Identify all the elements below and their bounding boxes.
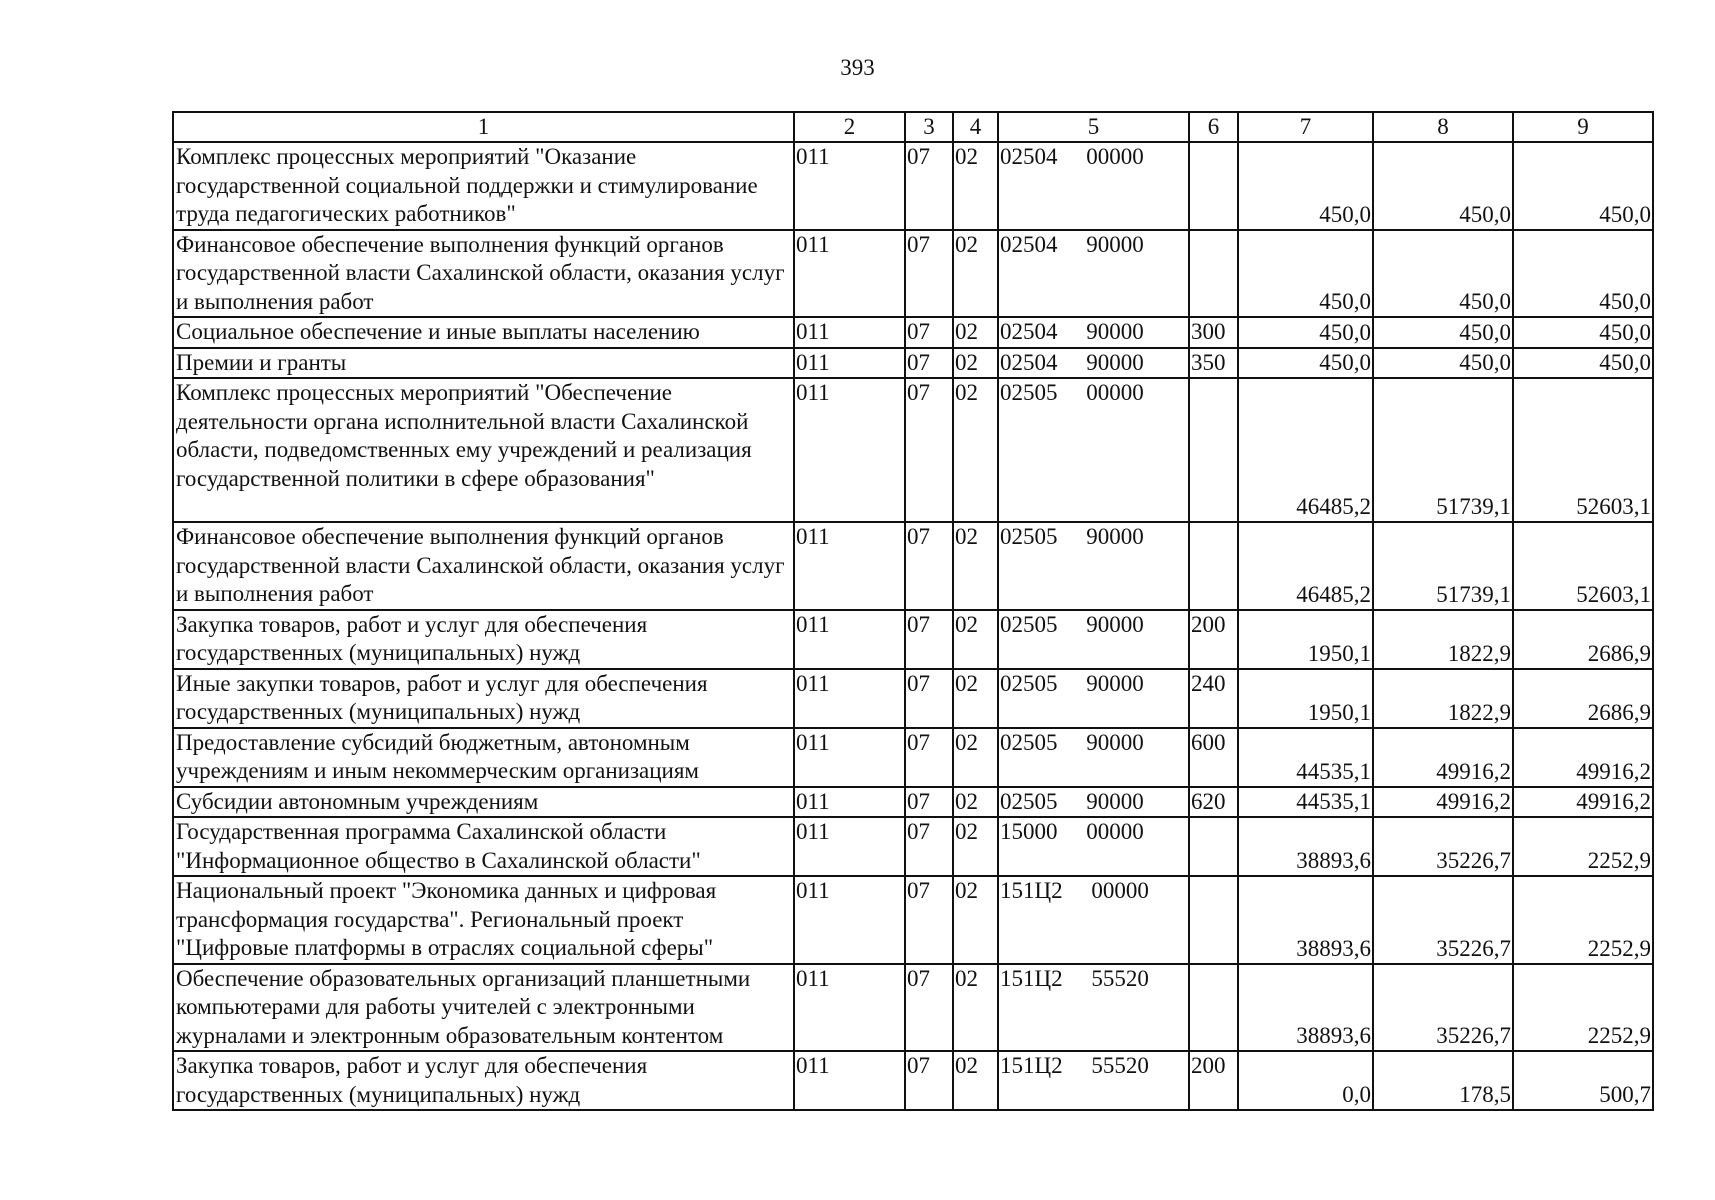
row-expense-type-cell bbox=[1189, 230, 1238, 318]
row-name-cell: Финансовое обеспечение выполнения функций органов государственной власти Сахалинской области, оказания услуг и выполнения работ bbox=[173, 230, 794, 318]
row-target-item-cell: 02505 90000 bbox=[998, 522, 1189, 610]
row-amount-col7-cell: 450,0 bbox=[1238, 230, 1373, 318]
header-col-2: 2 bbox=[794, 112, 905, 142]
row-subsection-cell: 02 bbox=[953, 964, 998, 1052]
row-name-cell: Обеспечение образовательных организаций планшетными компьютерами для работы учителей с электронными журналами и электронным образовательным контентом bbox=[173, 964, 794, 1052]
row-expense-type-cell bbox=[1189, 964, 1238, 1052]
row-subsection-cell: 02 bbox=[953, 669, 998, 728]
row-target-item-cell: 151Ц2 00000 bbox=[998, 876, 1189, 964]
row-amount-col8-cell: 1822,9 bbox=[1373, 669, 1513, 728]
row-expense-type-cell: 200 bbox=[1189, 1051, 1238, 1110]
row-subsection-cell: 02 bbox=[953, 378, 998, 522]
row-amount-col7-cell: 1950,1 bbox=[1238, 610, 1373, 669]
row-amount-col9-cell: 450,0 bbox=[1513, 348, 1653, 379]
row-subsection-cell: 02 bbox=[953, 317, 998, 348]
row-amount-col8-cell: 450,0 bbox=[1373, 348, 1513, 379]
row-amount-col7-cell: 450,0 bbox=[1238, 348, 1373, 379]
table-row bbox=[173, 610, 1653, 669]
table-row bbox=[173, 378, 1653, 522]
row-name-cell: Комплекс процессных мероприятий "Обеспечение деятельности органа исполнительной власти Сахалинской области, подведомственных ему учреждений и реализация государственной политики в сфере образования" bbox=[173, 378, 794, 522]
row-target-item-cell: 02504 90000 bbox=[998, 230, 1189, 318]
row-admin-code-cell: 011 bbox=[794, 348, 905, 379]
row-amount-col7-cell: 46485,2 bbox=[1238, 378, 1373, 522]
row-subsection-cell: 02 bbox=[953, 610, 998, 669]
table-row bbox=[173, 317, 1653, 348]
row-target-item-cell: 02505 90000 bbox=[998, 787, 1189, 818]
header-col-9: 9 bbox=[1513, 112, 1653, 142]
row-expense-type-cell bbox=[1189, 876, 1238, 964]
row-expense-type-cell bbox=[1189, 378, 1238, 522]
row-name-cell: Социальное обеспечение и иные выплаты населению bbox=[173, 317, 794, 348]
row-expense-type-cell: 350 bbox=[1189, 348, 1238, 379]
row-section-cell: 07 bbox=[905, 142, 953, 230]
row-name-cell: Премии и гранты bbox=[173, 348, 794, 379]
row-amount-col9-cell: 52603,1 bbox=[1513, 378, 1653, 522]
row-admin-code-cell: 011 bbox=[794, 230, 905, 318]
row-admin-code-cell: 011 bbox=[794, 817, 905, 876]
row-amount-col9-cell: 2686,9 bbox=[1513, 669, 1653, 728]
row-expense-type-cell bbox=[1189, 142, 1238, 230]
row-amount-col8-cell: 1822,9 bbox=[1373, 610, 1513, 669]
row-subsection-cell: 02 bbox=[953, 787, 998, 818]
row-target-item-cell: 02505 90000 bbox=[998, 728, 1189, 787]
table-row bbox=[173, 669, 1653, 728]
row-subsection-cell: 02 bbox=[953, 817, 998, 876]
row-expense-type-cell: 300 bbox=[1189, 317, 1238, 348]
row-name-cell: Государственная программа Сахалинской области "Информационное общество в Сахалинской области" bbox=[173, 817, 794, 876]
row-expense-type-cell: 620 bbox=[1189, 787, 1238, 818]
row-name-cell: Предоставление субсидий бюджетным, автономным учреждениям и иным некоммерческим организациям bbox=[173, 728, 794, 787]
header-col-7: 7 bbox=[1238, 112, 1373, 142]
row-section-cell: 07 bbox=[905, 787, 953, 818]
row-amount-col8-cell: 35226,7 bbox=[1373, 876, 1513, 964]
row-amount-col8-cell: 49916,2 bbox=[1373, 787, 1513, 818]
row-amount-col9-cell: 450,0 bbox=[1513, 230, 1653, 318]
row-expense-type-cell: 600 bbox=[1189, 728, 1238, 787]
row-section-cell: 07 bbox=[905, 317, 953, 348]
row-amount-col8-cell: 450,0 bbox=[1373, 317, 1513, 348]
row-admin-code-cell: 011 bbox=[794, 876, 905, 964]
row-expense-type-cell: 200 bbox=[1189, 610, 1238, 669]
row-amount-col9-cell: 49916,2 bbox=[1513, 787, 1653, 818]
row-amount-col7-cell: 46485,2 bbox=[1238, 522, 1373, 610]
header-col-5: 5 bbox=[998, 112, 1189, 142]
row-amount-col8-cell: 35226,7 bbox=[1373, 964, 1513, 1052]
row-admin-code-cell: 011 bbox=[794, 669, 905, 728]
row-amount-col7-cell: 38893,6 bbox=[1238, 964, 1373, 1052]
header-col-8: 8 bbox=[1373, 112, 1513, 142]
row-admin-code-cell: 011 bbox=[794, 522, 905, 610]
row-amount-col9-cell: 2252,9 bbox=[1513, 817, 1653, 876]
row-admin-code-cell: 011 bbox=[794, 378, 905, 522]
budget-table bbox=[172, 111, 1654, 1111]
row-subsection-cell: 02 bbox=[953, 230, 998, 318]
row-amount-col7-cell: 38893,6 bbox=[1238, 817, 1373, 876]
row-subsection-cell: 02 bbox=[953, 1051, 998, 1110]
row-section-cell: 07 bbox=[905, 348, 953, 379]
page-number: 393 bbox=[840, 55, 875, 80]
row-section-cell: 07 bbox=[905, 876, 953, 964]
row-subsection-cell: 02 bbox=[953, 522, 998, 610]
row-target-item-cell: 02505 90000 bbox=[998, 669, 1189, 728]
row-subsection-cell: 02 bbox=[953, 728, 998, 787]
row-amount-col8-cell: 450,0 bbox=[1373, 142, 1513, 230]
row-target-item-cell: 151Ц2 55520 bbox=[998, 1051, 1189, 1110]
row-target-item-cell: 02504 90000 bbox=[998, 348, 1189, 379]
row-name-cell: Закупка товаров, работ и услуг для обеспечения государственных (муниципальных) нужд bbox=[173, 1051, 794, 1110]
row-target-item-cell: 02504 90000 bbox=[998, 317, 1189, 348]
row-amount-col9-cell: 500,7 bbox=[1513, 1051, 1653, 1110]
row-subsection-cell: 02 bbox=[953, 876, 998, 964]
table-row bbox=[173, 876, 1653, 964]
row-admin-code-cell: 011 bbox=[794, 787, 905, 818]
table-row bbox=[173, 522, 1653, 610]
row-section-cell: 07 bbox=[905, 230, 953, 318]
row-amount-col8-cell: 51739,1 bbox=[1373, 378, 1513, 522]
row-section-cell: 07 bbox=[905, 964, 953, 1052]
row-name-cell: Иные закупки товаров, работ и услуг для обеспечения государственных (муниципальных) нужд bbox=[173, 669, 794, 728]
row-section-cell: 07 bbox=[905, 378, 953, 522]
table-row bbox=[173, 230, 1653, 318]
row-amount-col7-cell: 1950,1 bbox=[1238, 669, 1373, 728]
row-amount-col7-cell: 450,0 bbox=[1238, 142, 1373, 230]
row-amount-col9-cell: 450,0 bbox=[1513, 317, 1653, 348]
row-target-item-cell: 02505 00000 bbox=[998, 378, 1189, 522]
row-amount-col8-cell: 178,5 bbox=[1373, 1051, 1513, 1110]
row-admin-code-cell: 011 bbox=[794, 142, 905, 230]
row-name-cell: Финансовое обеспечение выполнения функций органов государственной власти Сахалинской области, оказания услуг и выполнения работ bbox=[173, 522, 794, 610]
header-col-4: 4 bbox=[953, 112, 998, 142]
row-amount-col7-cell: 38893,6 bbox=[1238, 876, 1373, 964]
table-row bbox=[173, 142, 1653, 230]
row-admin-code-cell: 011 bbox=[794, 728, 905, 787]
row-amount-col9-cell: 2252,9 bbox=[1513, 964, 1653, 1052]
row-section-cell: 07 bbox=[905, 817, 953, 876]
row-name-cell: Национальный проект "Экономика данных и цифровая трансформация государства". Региональный проект "Цифровые платформы в отраслях социальной сферы" bbox=[173, 876, 794, 964]
row-amount-col8-cell: 51739,1 bbox=[1373, 522, 1513, 610]
row-amount-col9-cell: 450,0 bbox=[1513, 142, 1653, 230]
row-amount-col9-cell: 49916,2 bbox=[1513, 728, 1653, 787]
row-amount-col7-cell: 44535,1 bbox=[1238, 728, 1373, 787]
row-amount-col7-cell: 450,0 bbox=[1238, 317, 1373, 348]
row-target-item-cell: 02505 90000 bbox=[998, 610, 1189, 669]
row-admin-code-cell: 011 bbox=[794, 964, 905, 1052]
row-subsection-cell: 02 bbox=[953, 348, 998, 379]
table-row bbox=[173, 817, 1653, 876]
table-row bbox=[173, 348, 1653, 379]
row-amount-col8-cell: 35226,7 bbox=[1373, 817, 1513, 876]
row-admin-code-cell: 011 bbox=[794, 317, 905, 348]
row-name-cell: Комплекс процессных мероприятий "Оказание государственной социальной поддержки и стимулирование труда педагогических работников" bbox=[173, 142, 794, 230]
row-amount-col8-cell: 450,0 bbox=[1373, 230, 1513, 318]
row-expense-type-cell: 240 bbox=[1189, 669, 1238, 728]
header-col-3: 3 bbox=[905, 112, 953, 142]
row-section-cell: 07 bbox=[905, 522, 953, 610]
row-expense-type-cell bbox=[1189, 522, 1238, 610]
row-section-cell: 07 bbox=[905, 1051, 953, 1110]
table-row bbox=[173, 1051, 1653, 1110]
row-target-item-cell: 02504 00000 bbox=[998, 142, 1189, 230]
row-name-cell: Субсидии автономным учреждениям bbox=[173, 787, 794, 818]
row-name-cell: Закупка товаров, работ и услуг для обеспечения государственных (муниципальных) нужд bbox=[173, 610, 794, 669]
row-section-cell: 07 bbox=[905, 669, 953, 728]
row-expense-type-cell bbox=[1189, 817, 1238, 876]
header-col-6: 6 bbox=[1189, 112, 1238, 142]
row-target-item-cell: 151Ц2 55520 bbox=[998, 964, 1189, 1052]
table-row bbox=[173, 787, 1653, 818]
table-row bbox=[173, 964, 1653, 1052]
row-amount-col9-cell: 2252,9 bbox=[1513, 876, 1653, 964]
table-body bbox=[173, 142, 1653, 1110]
row-amount-col7-cell: 44535,1 bbox=[1238, 787, 1373, 818]
row-subsection-cell: 02 bbox=[953, 142, 998, 230]
row-amount-col8-cell: 49916,2 bbox=[1373, 728, 1513, 787]
row-amount-col9-cell: 2686,9 bbox=[1513, 610, 1653, 669]
header-col-1: 1 bbox=[173, 112, 794, 142]
row-target-item-cell: 15000 00000 bbox=[998, 817, 1189, 876]
header-row bbox=[173, 112, 1653, 142]
row-amount-col9-cell: 52603,1 bbox=[1513, 522, 1653, 610]
row-section-cell: 07 bbox=[905, 610, 953, 669]
row-admin-code-cell: 011 bbox=[794, 1051, 905, 1110]
row-amount-col7-cell: 0,0 bbox=[1238, 1051, 1373, 1110]
row-section-cell: 07 bbox=[905, 728, 953, 787]
row-admin-code-cell: 011 bbox=[794, 610, 905, 669]
table-row bbox=[173, 728, 1653, 787]
